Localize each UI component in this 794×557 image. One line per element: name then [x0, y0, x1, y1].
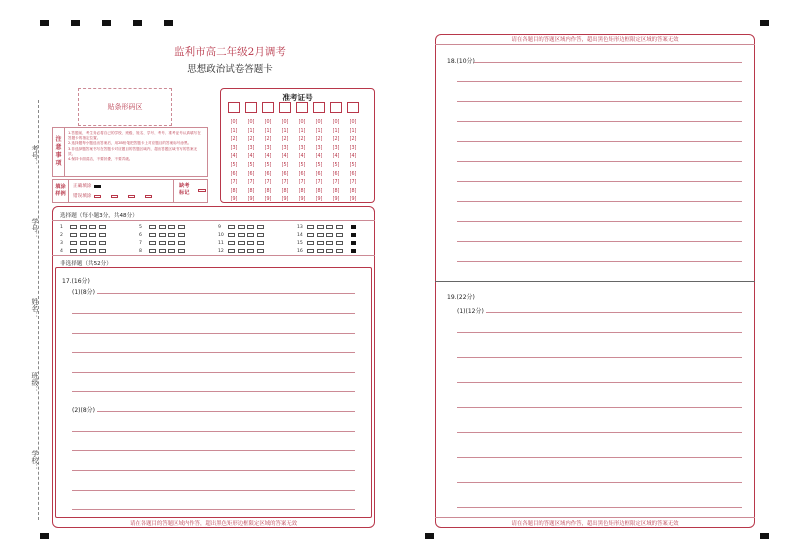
exam-id-input-cell[interactable] [262, 102, 274, 113]
choice-option-bubble[interactable] [159, 249, 166, 253]
exam-id-digit-bubble[interactable]: [0] [281, 120, 289, 125]
exam-id-digit-bubble[interactable]: [5] [281, 162, 289, 168]
choice-option-bubble[interactable] [238, 241, 245, 245]
exam-id-digit-bubble[interactable]: [3] [349, 145, 357, 151]
choice-row [297, 224, 356, 230]
exam-id-digit-bubble[interactable]: [5] [349, 162, 357, 168]
exam-id-digit-bubble[interactable]: [2] [264, 137, 272, 143]
choice-group [297, 224, 356, 254]
choice-number: 3 [60, 240, 63, 246]
choice-row [218, 224, 266, 230]
answer-line[interactable] [474, 62, 742, 63]
choice-row [218, 232, 266, 238]
choice-option-bubble[interactable] [168, 241, 175, 245]
question-divider [435, 281, 755, 282]
choice-number: 10 [218, 232, 224, 238]
registration-mark [164, 20, 173, 26]
exam-id-digit-bubble[interactable]: [8] [230, 188, 238, 194]
exam-id-digit-grid [229, 119, 358, 205]
choice-option-bubble[interactable] [178, 241, 185, 245]
exam-id-digit-bubble[interactable]: [8] [247, 188, 255, 194]
absent-checkbox[interactable] [198, 189, 206, 192]
exam-id-digit-bubble[interactable]: [0] [247, 120, 255, 125]
choice-option-bubble[interactable] [80, 233, 87, 237]
choice-option-bubble[interactable] [317, 233, 324, 237]
choice-option-bubble[interactable] [228, 233, 235, 237]
absent-mark-box: 缺考 标记 [173, 180, 209, 202]
answer-line[interactable] [457, 201, 742, 202]
answer-line[interactable] [457, 141, 742, 142]
exam-id-input-cell[interactable] [330, 102, 342, 113]
exam-id-digit-bubble[interactable]: [4] [264, 154, 272, 160]
choice-row [60, 248, 108, 254]
choice-option-bubble[interactable] [80, 249, 87, 253]
exam-id-digit-bubble[interactable]: [4] [247, 154, 255, 160]
choice-option-bubble[interactable] [326, 225, 333, 229]
exam-id-digit-bubble[interactable]: [0] [264, 120, 272, 125]
answer-line[interactable] [457, 161, 742, 162]
exam-id-digit-bubble[interactable]: [8] [281, 188, 289, 194]
exam-id-digit-bubble[interactable]: [9] [298, 197, 306, 203]
choice-option-bubble[interactable] [89, 241, 96, 245]
question-17-part-2: (2)(8分) [72, 407, 95, 414]
exam-id-digit-bubble[interactable]: [4] [315, 154, 323, 160]
choice-number: 7 [139, 240, 142, 246]
barcode-label: 贴条形码区 [107, 103, 143, 111]
exam-id-digit-bubble[interactable]: [3] [281, 145, 289, 151]
fill-sample-box [52, 179, 208, 203]
answer-line[interactable] [72, 372, 355, 373]
exam-id-digit-bubble[interactable]: [6] [298, 171, 306, 177]
choice-option-bubble[interactable] [159, 233, 166, 237]
choice-option-bubble[interactable] [159, 241, 166, 245]
exam-id-digit-bubble[interactable]: [4] [230, 154, 238, 160]
answer-line[interactable] [72, 470, 355, 471]
choice-option-bubble[interactable] [326, 249, 333, 253]
timing-mark [351, 249, 356, 253]
exam-id-digit-bubble[interactable]: [8] [315, 188, 323, 194]
right-bottom-separator [435, 517, 755, 518]
exam-id-digit-column [348, 119, 358, 205]
choice-number: 1 [60, 224, 63, 230]
exam-id-digit-bubble[interactable]: [1] [315, 128, 323, 134]
exam-id-digit-bubble[interactable]: [0] [315, 120, 323, 125]
exam-id-digit-bubble[interactable]: [5] [264, 162, 272, 168]
choice-number: 16 [297, 248, 303, 254]
answer-line[interactable] [72, 450, 355, 451]
question-19-part-1: (1)(12分) [457, 308, 484, 315]
choice-option-bubble[interactable] [99, 225, 106, 229]
footer-note-left: 请在各题目的答题区域内作答，超出黑色矩形边框限定区域的答案无效 [129, 521, 298, 527]
answer-line[interactable] [457, 382, 742, 383]
fill-sample-heading: 填涂 样例 [53, 180, 69, 202]
footer-note-right-bottom: 请在各题目的答题区域内作答，超出黑色矩形边框限定区域的答案无效 [511, 521, 679, 527]
choice-section-title: 选择题（每小题3分，共48分） [60, 213, 138, 219]
choice-option-bubble[interactable] [178, 233, 185, 237]
exam-id-input-cell[interactable] [347, 102, 359, 113]
exam-id-digit-column [331, 119, 341, 205]
choice-option-bubble[interactable] [336, 249, 343, 253]
answer-line[interactable] [486, 312, 742, 313]
question-17-title: 17.(16分) [62, 278, 90, 285]
choice-bottom-separator [52, 255, 375, 256]
choice-option-bubble[interactable] [326, 233, 333, 237]
exam-id-digit-bubble[interactable]: [2] [349, 137, 357, 143]
registration-mark [40, 20, 49, 26]
exam-id-digit-bubble[interactable]: [7] [349, 180, 357, 186]
exam-id-digit-bubble[interactable]: [6] [332, 171, 340, 177]
choice-option-bubble[interactable] [89, 233, 96, 237]
exam-id-digit-bubble[interactable]: [6] [315, 171, 323, 177]
answer-line[interactable] [457, 121, 742, 122]
choice-option-bubble[interactable] [159, 225, 166, 229]
registration-mark [40, 533, 49, 539]
answer-line[interactable] [457, 507, 742, 508]
exam-id-digit-bubble[interactable]: [1] [298, 128, 306, 134]
exam-id-digit-bubble[interactable]: [2] [281, 137, 289, 143]
choice-option-bubble[interactable] [238, 233, 245, 237]
exam-id-digit-bubble[interactable]: [8] [349, 188, 357, 194]
choice-row [218, 240, 266, 246]
exam-id-digit-bubble[interactable]: [8] [298, 188, 306, 194]
timing-mark [351, 233, 356, 237]
choice-option-bubble[interactable] [307, 249, 314, 253]
exam-id-digit-bubble[interactable]: [7] [281, 180, 289, 186]
footer-note-right-top: 请在各题目的答题区域内作答，超出黑色矩形边框限定区域的答案无效 [511, 37, 679, 43]
exam-id-digit-column [229, 119, 239, 205]
correct-fill-row: 正确填涂 [73, 183, 101, 189]
exam-id-digit-bubble[interactable]: [7] [315, 180, 323, 186]
choice-row [297, 240, 356, 246]
question-17-panel [55, 267, 372, 518]
choice-option-bubble[interactable] [99, 233, 106, 237]
note-item: 1.答题前，考生务必将自己的学校、班级、姓名、学号、考号、准考证号认真填写在答题卡的指定位置。 [68, 131, 201, 141]
registration-mark [102, 20, 111, 26]
choice-option-bubble[interactable] [247, 241, 254, 245]
exam-id-digit-bubble[interactable]: [1] [281, 128, 289, 134]
answer-line[interactable] [72, 313, 355, 314]
choice-option-bubble[interactable] [70, 233, 77, 237]
answer-line[interactable] [457, 482, 742, 483]
choice-number: 15 [297, 240, 303, 246]
wrong-fill-row: 错误填涂 [73, 193, 152, 199]
choice-option-bubble[interactable] [149, 225, 156, 229]
choice-option-bubble[interactable] [89, 249, 96, 253]
answer-line[interactable] [97, 293, 355, 294]
exam-id-digit-column [297, 119, 307, 205]
choice-number: 2 [60, 232, 63, 238]
answer-line[interactable] [457, 407, 742, 408]
exam-id-digit-bubble[interactable]: [1] [247, 128, 255, 134]
exam-id-digit-bubble[interactable]: [9] [247, 197, 255, 203]
registration-mark [425, 533, 434, 539]
exam-id-digit-bubble[interactable]: [2] [332, 137, 340, 143]
choice-number: 11 [218, 240, 224, 246]
exam-id-digit-bubble[interactable]: [5] [247, 162, 255, 168]
exam-id-digit-bubble[interactable]: [7] [230, 180, 238, 186]
choice-group [139, 224, 187, 254]
barcode-area [78, 88, 172, 126]
choice-row [139, 232, 187, 238]
exam-id-digit-bubble[interactable]: [4] [332, 154, 340, 160]
exam-id-digit-bubble[interactable]: [3] [332, 145, 340, 151]
exam-id-digit-bubble[interactable]: [1] [230, 128, 238, 134]
registration-mark [760, 20, 769, 26]
registration-mark [71, 20, 80, 26]
choice-option-bubble[interactable] [238, 249, 245, 253]
exam-id-digit-bubble[interactable]: [6] [247, 171, 255, 177]
question-18-title: 18.(10分) [447, 58, 475, 65]
choice-row [60, 224, 108, 230]
exam-id-digit-bubble[interactable]: [4] [298, 154, 306, 160]
answer-line[interactable] [72, 431, 355, 432]
exam-id-digit-bubble[interactable]: [4] [281, 154, 289, 160]
exam-id-cells [228, 102, 359, 113]
exam-id-digit-bubble[interactable]: [5] [230, 162, 238, 168]
choice-number: 12 [218, 248, 224, 254]
choice-row [60, 232, 108, 238]
choice-option-bubble[interactable] [317, 225, 324, 229]
answer-line[interactable] [457, 81, 742, 82]
choice-option-bubble[interactable] [168, 233, 175, 237]
choice-option-bubble[interactable] [168, 249, 175, 253]
choice-number: 6 [139, 232, 142, 238]
exam-id-digit-bubble[interactable]: [0] [349, 120, 357, 125]
exam-id-digit-bubble[interactable]: [3] [264, 145, 272, 151]
choice-number: 9 [218, 224, 221, 230]
exam-id-input-cell[interactable] [245, 102, 257, 113]
exam-id-digit-bubble[interactable]: [8] [264, 188, 272, 194]
choice-option-bubble[interactable] [336, 225, 343, 229]
choice-option-bubble[interactable] [336, 233, 343, 237]
exam-id-digit-bubble[interactable]: [9] [281, 197, 289, 203]
choice-row [139, 240, 187, 246]
choice-number: 4 [60, 248, 63, 254]
choice-option-bubble[interactable] [257, 225, 264, 229]
answer-line[interactable] [457, 357, 742, 358]
choice-option-bubble[interactable] [168, 225, 175, 229]
answer-line[interactable] [457, 457, 742, 458]
choice-option-bubble[interactable] [149, 241, 156, 245]
note-item: 3.非选择题答案书写在答题卡对应题目的答题区域内，超出答题区域书写的答案无效。 [68, 146, 198, 156]
choice-option-bubble[interactable] [247, 249, 254, 253]
nonchoice-section-title: 非选择题（共52分） [60, 261, 112, 267]
exam-id-digit-bubble[interactable]: [6] [281, 171, 289, 177]
exam-id-digit-bubble[interactable]: [7] [332, 180, 340, 186]
answer-line[interactable] [72, 391, 355, 392]
choice-option-bubble[interactable] [99, 241, 106, 245]
choice-option-bubble[interactable] [257, 233, 264, 237]
choice-row [139, 248, 187, 254]
exam-id-digit-bubble[interactable]: [3] [298, 145, 306, 151]
registration-mark [133, 20, 142, 26]
exam-id-input-cell[interactable] [296, 102, 308, 113]
exam-id-input-cell[interactable] [228, 102, 240, 113]
exam-id-digit-bubble[interactable]: [5] [315, 162, 323, 168]
answer-line[interactable] [457, 432, 742, 433]
choice-separator [52, 220, 375, 221]
exam-id-digit-bubble[interactable]: [1] [332, 128, 340, 134]
exam-id-digit-bubble[interactable]: [0] [298, 120, 306, 125]
notes-heading: 注 意 事 项 [53, 128, 65, 176]
notes-list [68, 131, 204, 162]
exam-id-digit-bubble[interactable]: [6] [264, 171, 272, 177]
exam-id-digit-bubble[interactable]: [4] [349, 154, 357, 160]
choice-option-bubble[interactable] [317, 249, 324, 253]
answer-line[interactable] [72, 352, 355, 353]
exam-id-digit-bubble[interactable]: [5] [298, 162, 306, 168]
exam-subtitle: 思想政治试卷答题卡 [187, 64, 273, 75]
side-label-name: 姓名： [31, 298, 39, 319]
choice-option-bubble[interactable] [307, 233, 314, 237]
side-label-class: 班级： [31, 372, 39, 393]
exam-id-digit-bubble[interactable]: [9] [349, 197, 357, 203]
exam-id-digit-bubble[interactable]: [7] [247, 180, 255, 186]
choice-option-bubble[interactable] [228, 249, 235, 253]
registration-mark [760, 533, 769, 539]
wrong-fill-mark [94, 195, 101, 198]
answer-line[interactable] [457, 332, 742, 333]
choice-option-bubble[interactable] [336, 241, 343, 245]
exam-id-digit-bubble[interactable]: [9] [332, 197, 340, 203]
exam-id-digit-bubble[interactable]: [1] [264, 128, 272, 134]
exam-id-digit-column [314, 119, 324, 205]
answer-line[interactable] [72, 509, 355, 510]
choice-option-bubble[interactable] [149, 249, 156, 253]
exam-id-digit-bubble[interactable]: [3] [247, 145, 255, 151]
question-17-part-1: (1)(8分) [72, 289, 95, 296]
exam-id-digit-column [280, 119, 290, 205]
exam-id-digit-bubble[interactable]: [5] [332, 162, 340, 168]
choice-option-bubble[interactable] [326, 241, 333, 245]
choice-option-bubble[interactable] [80, 225, 87, 229]
wrong-fill-mark [128, 195, 135, 198]
wrong-fill-mark [145, 195, 152, 198]
notes-box [52, 127, 208, 177]
choice-option-bubble[interactable] [99, 249, 106, 253]
exam-id-digit-column [246, 119, 256, 205]
exam-id-digit-bubble[interactable]: [2] [247, 137, 255, 143]
exam-id-digit-bubble[interactable]: [6] [230, 171, 238, 177]
exam-id-digit-bubble[interactable]: [3] [230, 145, 238, 151]
choice-option-bubble[interactable] [257, 249, 264, 253]
answer-line[interactable] [72, 333, 355, 334]
choice-option-bubble[interactable] [70, 241, 77, 245]
exam-id-digit-bubble[interactable]: [7] [264, 180, 272, 186]
choice-option-bubble[interactable] [178, 249, 185, 253]
answer-line[interactable] [457, 241, 742, 242]
choice-option-bubble[interactable] [257, 241, 264, 245]
answer-line[interactable] [457, 101, 742, 102]
answer-line[interactable] [457, 261, 742, 262]
exam-id-input-cell[interactable] [279, 102, 291, 113]
choice-option-bubble[interactable] [247, 233, 254, 237]
choice-number: 14 [297, 232, 303, 238]
side-label-school: 学校： [31, 450, 39, 471]
question-19-title: 19.(22分) [447, 294, 475, 301]
choice-option-bubble[interactable] [178, 225, 185, 229]
correct-fill-mark [94, 185, 101, 188]
choice-option-bubble[interactable] [228, 241, 235, 245]
answer-line[interactable] [97, 411, 355, 412]
exam-id-digit-bubble[interactable]: [0] [332, 120, 340, 125]
exam-id-box [220, 88, 375, 203]
choice-option-bubble[interactable] [89, 225, 96, 229]
choice-row [297, 232, 356, 238]
wrong-fill-mark [111, 195, 118, 198]
right-top-separator [435, 44, 755, 45]
choice-group [60, 224, 108, 254]
exam-id-digit-bubble[interactable]: [9] [264, 197, 272, 203]
choice-number: 8 [139, 248, 142, 254]
choice-option-bubble[interactable] [238, 225, 245, 229]
side-label-student-number: 学号： [31, 218, 39, 239]
choice-number: 5 [139, 224, 142, 230]
choice-option-bubble[interactable] [307, 225, 314, 229]
exam-id-digit-bubble[interactable]: [7] [298, 180, 306, 186]
choice-option-bubble[interactable] [149, 233, 156, 237]
choice-number: 13 [297, 224, 303, 230]
note-item: 2.选择题每小题选出答案后，用2B铅笔把答题卡上对应题目的答案标号涂黑。 [68, 141, 192, 146]
choice-option-bubble[interactable] [247, 225, 254, 229]
exam-title: 监利市高二年级2月调考 [174, 46, 286, 58]
exam-id-digit-bubble[interactable]: [1] [349, 128, 357, 134]
choice-row [60, 240, 108, 246]
exam-id-digit-bubble[interactable]: [8] [332, 188, 340, 194]
choice-option-bubble[interactable] [307, 241, 314, 245]
exam-id-digit-bubble[interactable]: [6] [349, 171, 357, 177]
exam-id-digit-bubble[interactable]: [9] [315, 197, 323, 203]
choice-row [139, 224, 187, 230]
exam-id-input-cell[interactable] [313, 102, 325, 113]
choice-row [218, 248, 266, 254]
exam-id-digit-bubble[interactable]: [2] [315, 137, 323, 143]
choice-option-bubble[interactable] [80, 241, 87, 245]
choice-option-bubble[interactable] [70, 225, 77, 229]
exam-id-digit-bubble[interactable]: [3] [315, 145, 323, 151]
exam-id-digit-bubble[interactable]: [0] [230, 120, 238, 125]
exam-id-digit-bubble[interactable]: [2] [298, 137, 306, 143]
exam-id-digit-bubble[interactable]: [9] [230, 197, 238, 203]
side-label-exam-number: 考号： [31, 145, 39, 166]
timing-mark [351, 241, 356, 245]
choice-option-bubble[interactable] [228, 225, 235, 229]
note-item: 4.保持卡面清洁，不要折叠，不要弄破。 [68, 157, 133, 162]
answer-line[interactable] [72, 490, 355, 491]
choice-group [218, 224, 266, 254]
answer-line[interactable] [457, 221, 742, 222]
exam-id-digit-bubble[interactable]: [2] [230, 137, 238, 143]
exam-id-title: 准考证号 [282, 93, 313, 102]
timing-mark [351, 225, 356, 229]
exam-id-digit-column [263, 119, 273, 205]
answer-line[interactable] [457, 181, 742, 182]
choice-row [297, 248, 356, 254]
choice-option-bubble[interactable] [317, 241, 324, 245]
choice-option-bubble[interactable] [70, 249, 77, 253]
